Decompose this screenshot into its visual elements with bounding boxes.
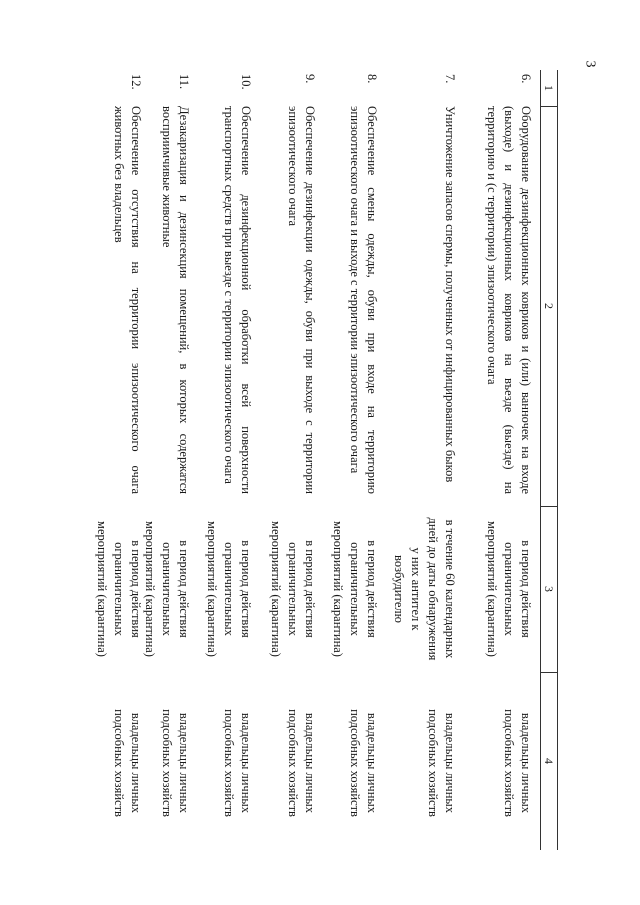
row-number: 10. bbox=[239, 74, 253, 90]
row-number: 9. bbox=[303, 74, 317, 84]
page-number: 3 bbox=[582, 60, 598, 68]
row-number: 7. bbox=[443, 74, 457, 84]
row-responsible: владельцы личных подсобных хозяйств bbox=[112, 709, 143, 817]
row-measure: Обеспечение дезинфекционной обработки всей поверхности транспортных средств при выезде с территории эпизоотического очага bbox=[222, 106, 253, 494]
row-measure: Оборудование дезинфекционных ковриков и (или) ванночек на входе (выходе) и дезинфекционных ковриков на въезде (выезде) на территорию и (с территории) эпизоотического очага bbox=[485, 106, 533, 494]
row-responsible: владельцы личных подсобных хозяйств bbox=[426, 709, 457, 817]
row-measure: Дезакаризация и дезинсекция помещений, в которых содержатся восприимчивые животные bbox=[160, 106, 191, 494]
row-term: в период действия ограничительных мероприятий (карантина) bbox=[485, 521, 533, 657]
row-number: 11. bbox=[177, 74, 191, 90]
row-responsible: владельцы личных подсобных хозяйств bbox=[286, 709, 317, 817]
measures-table bbox=[95, 70, 558, 850]
row-measure: Обеспечение отсутствия на территории эпизоотического очага животных без владельцев bbox=[112, 106, 143, 494]
header-col-1: 1 bbox=[542, 85, 556, 91]
row-number: 12. bbox=[129, 74, 143, 90]
row-measure: Обеспечение смены одежды, обуви при входе на территорию эпизоотического очага и выходе с территории эпизоотического очага bbox=[348, 106, 379, 494]
row-term: в период действия ограничительных мероприятий (карантина) bbox=[143, 521, 191, 657]
row-term: в период действия ограничительных мероприятий (карантина) bbox=[205, 521, 253, 657]
row-responsible: владельцы личных подсобных хозяйств bbox=[222, 709, 253, 817]
header-col-4: 4 bbox=[542, 758, 556, 764]
row-term: в период действия ограничительных мероприятий (карантина) bbox=[331, 521, 379, 657]
row-term: в период действия ограничительных мероприятий (карантина) bbox=[95, 521, 143, 657]
row-measure: Уничтожение запасов спермы, полученных от инфицированных быков bbox=[443, 106, 457, 483]
table-header bbox=[540, 70, 558, 850]
row-responsible: владельцы личных подсобных хозяйств bbox=[502, 709, 533, 817]
header-col-3: 3 bbox=[542, 586, 556, 592]
row-responsible: владельцы личных подсобных хозяйств bbox=[160, 709, 191, 817]
row-term: в период действия ограничительных мероприятий (карантина) bbox=[269, 521, 317, 657]
row-term: в течение 60 календарных дней до даты обнаружения у них антител к возбудителю bbox=[392, 517, 457, 661]
row-measure: Обеспечение дезинфекции одежды, обуви при выходе с территории эпизоотического очага bbox=[286, 106, 317, 494]
row-responsible: владельцы личных подсобных хозяйств bbox=[348, 709, 379, 817]
header-col-2: 2 bbox=[542, 303, 556, 309]
row-number: 8. bbox=[365, 74, 379, 84]
row-number: 6. bbox=[519, 74, 533, 84]
